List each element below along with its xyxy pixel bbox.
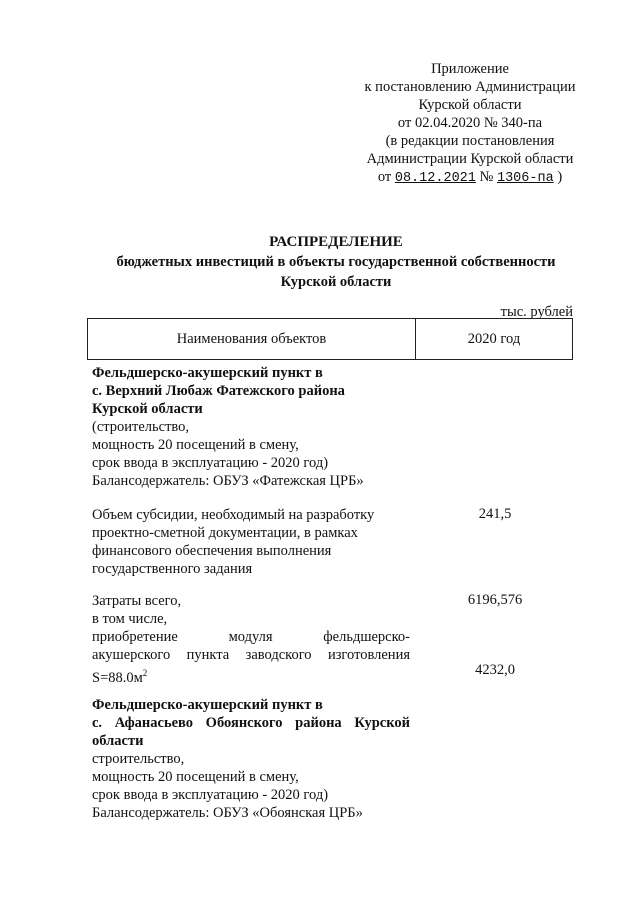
revision-date: 08.12.2021 <box>394 171 476 186</box>
appendix-line: к постановлению Администрации <box>364 79 576 95</box>
object-name: Фельдшерско-акушерский пункт в <box>92 697 323 713</box>
appendix-line: (в редакции постановления <box>385 133 555 149</box>
revision-line <box>355 168 585 188</box>
object-2-description <box>92 696 410 822</box>
title-subheading: бюджетных инвестиций в объекты государственной собственности <box>116 254 556 270</box>
subsidy-text: Объем субсидии, необходимый на разработку <box>92 507 375 523</box>
subsidy-text: финансового обеспечения выполнения <box>92 543 332 559</box>
object-detail: срок ввода в эксплуатацию - 2020 год) <box>92 455 329 471</box>
units-label: тыс. рублей <box>500 304 573 320</box>
costs-text: приобретение модуля фельдшерско- <box>92 629 410 645</box>
table-header <box>87 318 573 360</box>
appendix-header <box>355 60 585 188</box>
subsidy-value: 241,5 <box>478 506 512 522</box>
costs-text: в том числе, <box>92 611 168 627</box>
costs-text: Затраты всего, <box>92 593 182 609</box>
revision-number: 1306-па <box>496 171 554 186</box>
object-name: с. Афанасьево Обоянского района Курской <box>92 715 410 731</box>
object-detail: Балансодержатель: ОБУЗ «Обоянская ЦРБ» <box>92 805 363 821</box>
object-detail: мощность 20 посещений в смену, <box>92 769 299 785</box>
costs-total-value: 6196,576 <box>467 592 523 608</box>
object-name: Фельдшерско-акушерский пункт в <box>92 365 323 381</box>
title-subheading-2: Курской области <box>280 274 392 290</box>
object-detail: Балансодержатель: ОБУЗ «Фатежская ЦРБ» <box>92 473 364 489</box>
object-detail: мощность 20 посещений в смену, <box>92 437 299 453</box>
subsidy-text: государственного задания <box>92 561 253 577</box>
object-detail: срок ввода в эксплуатацию - 2020 год) <box>92 787 329 803</box>
column-header-name: Наименования объектов <box>88 319 416 359</box>
title-heading: РАСПРЕДЕЛЕНИЕ <box>269 234 403 250</box>
subsidy-row <box>92 506 410 578</box>
area-text <box>92 664 410 687</box>
document-title <box>60 232 612 292</box>
revision-prefix: от <box>377 169 392 185</box>
costs-row <box>92 592 410 687</box>
costs-text: акушерского пункта заводского изготовления <box>92 647 410 663</box>
appendix-line: Приложение <box>431 61 509 77</box>
area-superscript: 2 <box>142 668 148 678</box>
module-cost-value: 4232,0 <box>475 662 515 678</box>
object-name: с. Верхний Любаж Фатежского района <box>92 383 345 399</box>
revision-suffix: ) <box>557 169 563 185</box>
subsidy-text: проектно-сметной документации, в рамках <box>92 525 358 541</box>
object-name: области <box>92 733 144 749</box>
appendix-line: Администрации Курской области <box>366 151 574 167</box>
column-header-year: 2020 год <box>467 330 521 347</box>
object-detail: (строительство, <box>92 419 190 435</box>
appendix-line: от 02.04.2020 № 340-па <box>397 115 543 131</box>
object-1-description <box>92 364 410 490</box>
revision-no: № <box>479 169 494 185</box>
appendix-line: Курской области <box>418 97 522 113</box>
area-value: S=88.0м <box>92 669 143 686</box>
object-name: Курской области <box>92 401 203 417</box>
object-detail: строительство, <box>92 751 185 767</box>
